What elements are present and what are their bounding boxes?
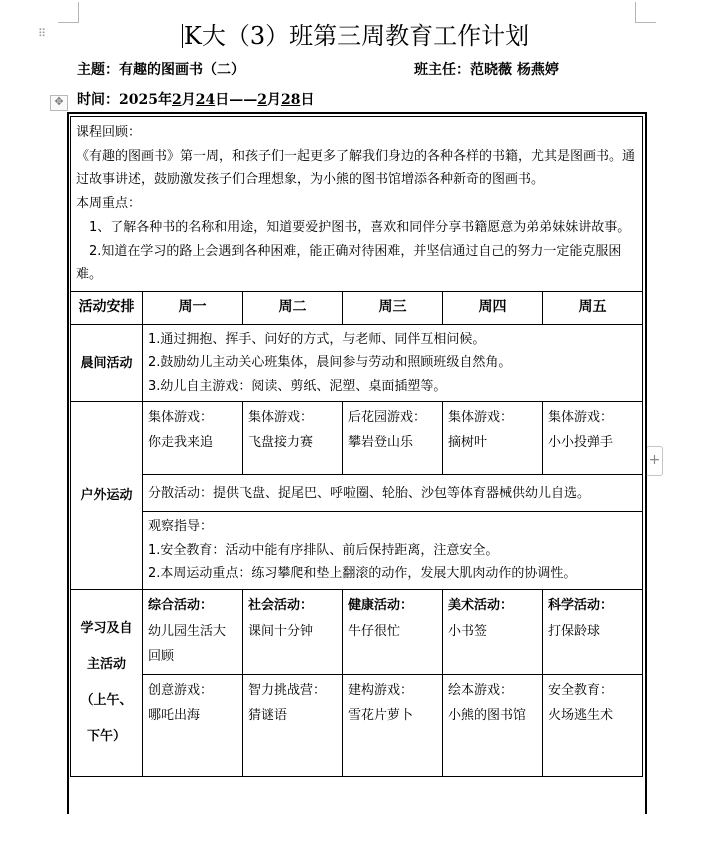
game-name: 飞盘接力赛 (248, 435, 314, 451)
study-label-2: 主活动 (86, 656, 126, 672)
activity-name: 火场逃生术 (548, 707, 614, 723)
activity-name: 课间十分钟 (248, 623, 314, 639)
activity-name: 小熊的图书馆 (448, 707, 527, 723)
activity-name: 牛仔很忙 (348, 623, 401, 639)
focus-item-1: 1、了解各种书的名称和用途，知道要爱护图书，喜欢和同伴分享书籍愿意为弟弟妹妹讲故事。 (89, 219, 631, 235)
activity-name: 幼儿园生活大回顾 (148, 623, 227, 664)
theme-line: 主题：有趣的图画书（二） (77, 62, 245, 78)
start-month: 2 (171, 92, 182, 108)
scatter-activity-cell[interactable]: 分散活动：提供飞盘、捉尾巴、呼啦圈、轮胎、沙包等体育器械供幼儿自选。 (143, 475, 643, 512)
morning-line-3: 3.幼儿自主游戏：阅读、剪纸、泥塑、桌面插塑等。 (148, 378, 447, 394)
game-name: 你走我来追 (148, 435, 214, 451)
end-day: 28 (280, 92, 301, 108)
col-header-fri: 周五 (543, 291, 643, 324)
text-cursor (182, 24, 183, 48)
outdoor-game-mon[interactable] (143, 402, 243, 475)
focus-item-2: 2.知道在学习的路上会遇到各种困难，能正确对待困难，并坚信通过自己的努力一定能克服困难。 (76, 243, 622, 283)
activity-name: 小书签 (448, 623, 488, 639)
row-label-outdoor: 户外运动 (71, 402, 143, 590)
study-tue-2[interactable] (243, 674, 343, 776)
day-suffix: 日 (300, 92, 315, 108)
day-sep: 日—— (215, 92, 258, 108)
study-mon-1[interactable] (143, 589, 243, 674)
year-suffix: 年 (157, 92, 172, 108)
col-header-mon: 周一 (143, 291, 243, 324)
game-type: 后花园游戏： (348, 410, 427, 426)
game-type: 集体游戏： (248, 410, 314, 426)
study-label-4: 下午） (86, 728, 126, 744)
morning-activities-cell[interactable] (143, 324, 643, 402)
drag-handle-icon[interactable]: ⠿ (38, 27, 48, 40)
study-fri-2[interactable] (543, 674, 643, 776)
activity-type: 社会活动： (248, 597, 314, 613)
document-title[interactable] (0, 20, 711, 52)
activity-name: 哪吒出海 (148, 707, 201, 723)
activity-type: 科学活动： (548, 597, 614, 613)
outdoor-game-fri[interactable] (543, 402, 643, 475)
col-header-thu: 周四 (443, 291, 543, 324)
add-column-button[interactable]: + (646, 446, 663, 476)
outdoor-game-thu[interactable] (443, 402, 543, 475)
activity-type: 创意游戏： (148, 682, 214, 698)
activity-type: 建构游戏： (348, 682, 414, 698)
game-name: 摘树叶 (448, 435, 488, 451)
study-label-1: 学习及自 (80, 620, 133, 636)
teachers-line: 班主任：范晓薇 杨燕婷 (414, 62, 559, 78)
observe-line-2: 2.本周运动重点：练习攀爬和垫上翻滚的动作，发展大肌肉动作的协调性。 (148, 566, 577, 582)
review-text: 《有趣的图画书》第一周，和孩子们一起更多了解我们身边的各种各样的书籍，尤其是图画书。通过故事讲述，鼓励激发孩子们合理想象，为小熊的图书馆增添各种新奇的图画书。 (76, 148, 636, 188)
time-label: 时间： (77, 92, 119, 108)
game-name: 攀岩登山乐 (348, 435, 414, 451)
morning-line-1: 1.通过拥抱、挥手、问好的方式，与老师、同伴互相问候。 (148, 331, 486, 347)
study-wed-2[interactable] (343, 674, 443, 776)
end-month: 2 (257, 92, 267, 108)
activity-name: 猜谜语 (248, 707, 288, 723)
activity-type: 美术活动： (448, 597, 514, 613)
plan-table (70, 116, 643, 777)
review-label: 课程回顾： (76, 125, 142, 140)
observe-label: 观察指导： (148, 519, 214, 535)
study-thu-2[interactable] (443, 674, 543, 776)
activity-type: 绘本游戏： (448, 682, 514, 698)
activity-type: 健康活动： (348, 597, 414, 613)
table-move-handle-icon[interactable]: ✥ (50, 95, 68, 111)
activity-type: 安全教育： (548, 682, 614, 698)
study-wed-1[interactable] (343, 589, 443, 674)
title-text: K大（3）班第三周教育工作计划 (183, 22, 530, 50)
year: 2025 (119, 92, 158, 108)
course-review-cell[interactable] (71, 117, 643, 292)
study-tue-1[interactable] (243, 589, 343, 674)
game-type: 集体游戏： (548, 410, 614, 426)
focus-label: 本周重点： (76, 196, 142, 212)
observe-line-1: 1.安全教育：活动中能有序排队、前后保持距离，注意安全。 (148, 542, 499, 558)
game-type: 集体游戏： (148, 410, 214, 426)
game-type: 集体游戏： (448, 410, 514, 426)
col-header-wed: 周三 (343, 291, 443, 324)
month-suffix-2: 月 (266, 92, 281, 108)
col-header-activity: 活动安排 (71, 291, 143, 324)
outdoor-game-wed[interactable] (343, 402, 443, 475)
activity-type: 智力挑战营： (248, 682, 327, 698)
study-label-3: （上午、 (80, 692, 133, 708)
outdoor-game-tue[interactable] (243, 402, 343, 475)
morning-line-2: 2.鼓励幼儿主动关心班集体，晨间参与劳动和照顾班级自然角。 (148, 355, 512, 371)
activity-name: 雪花片萝卜 (348, 707, 414, 723)
month-suffix: 月 (181, 92, 196, 108)
study-thu-1[interactable] (443, 589, 543, 674)
row-label-study (71, 589, 143, 776)
activity-type: 综合活动： (148, 597, 214, 613)
activity-name: 打保龄球 (548, 623, 601, 639)
study-mon-2[interactable] (143, 674, 243, 776)
observe-guidance-cell[interactable] (143, 512, 643, 590)
col-header-tue: 周二 (243, 291, 343, 324)
study-fri-1[interactable] (543, 589, 643, 674)
start-day: 24 (195, 92, 216, 108)
row-label-morning: 晨间活动 (71, 324, 143, 402)
game-name: 小小投弹手 (548, 435, 614, 451)
time-line (77, 90, 314, 110)
